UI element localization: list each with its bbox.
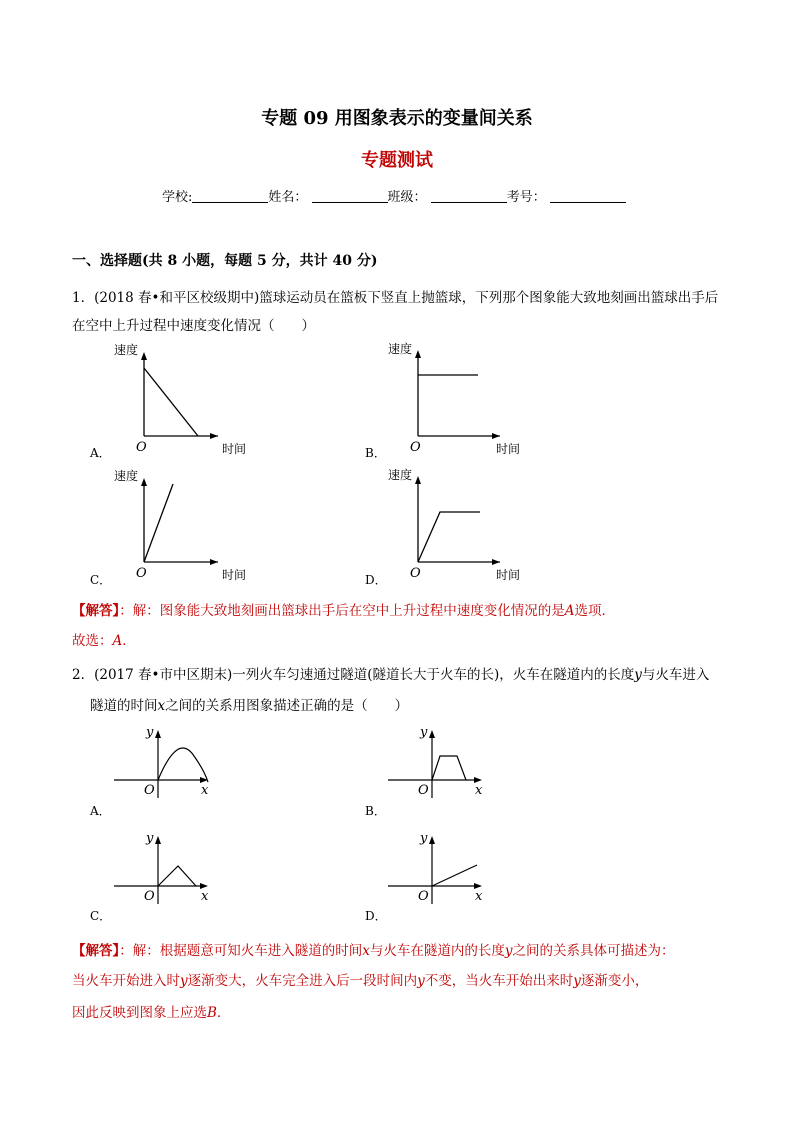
document-title: 专题 09 用图象表示的变量间关系 [261,108,533,129]
exam-no-blank[interactable] [550,188,626,203]
x-axis-label: 时间 [496,442,521,456]
q1-option-a[interactable]: A． [90,446,111,460]
y-axis-arrow [429,730,435,738]
ans3-tail: ． [216,1005,231,1021]
y-axis-label: y [146,831,154,846]
origin-label: O [144,889,155,904]
origin-label: O [136,566,147,581]
ans2-text-a: 当火车开始进入时 [72,973,180,989]
q2-answer-line3 [72,1001,230,1021]
school-label: 学校: [162,190,193,205]
x-axis-label: 时间 [222,568,247,582]
y-axis-arrow [415,350,421,358]
origin-label: O [136,440,147,455]
length-curve [158,748,208,782]
x-axis-arrow [492,559,500,565]
exam-no-label: 考号： [506,190,546,205]
ans1-text-b: 与火车在隧道内的长度 [369,943,505,959]
origin-label: O [144,783,155,798]
ans2-text-c: 不变，当火车开始出来时 [424,973,574,989]
ans3-text: 因此反映到图象上应选 [72,1005,207,1021]
name-blank[interactable] [312,188,388,203]
q2-option-d[interactable]: D． [365,909,387,923]
choice-letter: A [112,633,123,649]
ans3-letter: B [207,1005,217,1021]
y-axis-arrow [415,476,421,484]
q1-graph-b [374,340,544,460]
x-axis-arrow [210,559,218,565]
length-curve [432,756,466,780]
q1-graph-d [374,466,544,586]
speed-curve [144,368,198,436]
ans2-var-y3: y [573,973,581,989]
q2-line1-text: 2．(2017 春•市中区期末)一列火车匀速通过隧道(隧道长大于火车的长)，火车在隧道内的长度 [72,667,635,683]
x-axis-label: x [201,889,209,904]
q2-option-b[interactable]: B． [365,804,386,818]
x-axis-label: x [475,889,483,904]
q2-line2-tail: 之间的关系用图象描述正确的是（ ） [165,698,409,714]
q2-line1 [72,663,709,683]
y-axis-label: 速度 [114,343,139,357]
q2-var-y: y [634,667,642,683]
q2-graph-b [382,720,502,805]
q2-answer-line1 [72,939,675,959]
y-axis-arrow [429,836,435,844]
length-curve [432,865,477,886]
x-axis-arrow [210,433,218,439]
y-axis-label: 速度 [388,342,413,356]
q1-choice [72,629,136,649]
school-blank[interactable] [192,188,268,203]
answer-tag: 【解答】 [72,603,120,619]
y-axis-arrow [155,836,161,844]
ans2-var-y1: y [180,973,188,989]
ans1-text-a: ：解：根据题意可知火车进入隧道的时间 [119,943,363,959]
origin-label: O [410,440,421,455]
x-axis-label: 时间 [222,442,247,456]
q2-option-c[interactable]: C． [90,909,112,923]
x-axis-label: x [201,783,209,798]
q1-graph-a [100,340,270,460]
q1-option-c[interactable]: C． [90,573,112,587]
class-blank[interactable] [431,188,507,203]
q2-graph-a [108,720,228,805]
name-label: 姓名： [268,190,308,205]
y-axis-label: y [146,725,154,740]
q1-option-b[interactable]: B． [365,446,386,460]
y-axis-arrow [141,352,147,360]
document-subtitle: 专题测试 [361,150,433,171]
y-axis-label: 速度 [114,469,139,483]
answer-tag: 【解答】 [72,943,120,959]
length-curve [158,866,196,886]
q1-option-d[interactable]: D． [365,573,387,587]
q2-line1-tail: 与火车进入 [641,667,710,683]
choice-prefix: 故选： [72,633,113,649]
x-axis-arrow [492,433,500,439]
q2-graph-d [382,826,502,911]
q2-option-a[interactable]: A． [90,804,111,818]
origin-label: O [418,889,429,904]
ans1-var-y: y [504,943,513,959]
q2-var-x: x [157,698,166,714]
y-axis-arrow [155,730,161,738]
ans1-text-c: 之间的关系具体可描述为： [512,943,675,959]
student-info-line [162,186,626,205]
speed-curve [418,512,480,562]
choice-tail: ． [122,633,136,649]
q1-answer [72,599,615,619]
q2-answer-line2 [72,969,648,989]
answer-letter: A [564,603,575,619]
y-axis-label: y [420,725,428,740]
y-axis-label: y [420,831,428,846]
y-axis-arrow [141,478,147,486]
q1-graph-c [100,466,270,586]
speed-curve [144,484,173,562]
origin-label: O [410,566,421,581]
q2-line2-text: 隧道的时间 [90,698,158,714]
ans2-text-d: 逐渐变小， [580,973,649,989]
q2-line2 [90,694,408,714]
answer-tail: 选项． [574,603,615,619]
ans2-var-y2: y [417,973,425,989]
ans2-text-b: 逐渐变大，火车完全进入后一段时间内 [187,973,418,989]
y-axis-label: 速度 [388,468,413,482]
ans1-var-x: x [362,943,370,959]
q1-line2: 在空中上升过程中速度变化情况（ ） [72,318,315,334]
x-axis-label: 时间 [496,568,521,582]
q2-graph-c [108,826,228,911]
section-heading: 一、选择题(共 8 小题，每题 5 分，共计 40 分) [72,253,378,269]
q1-line1: 1．(2018 春•和平区校级期中)篮球运动员在篮板下竖直上抛篮球，下列那个图象能大致地刻画出篮球出手后 [72,290,719,306]
x-axis-label: x [475,783,483,798]
class-label: 班级： [387,190,427,205]
answer-text: ：解：图象能大致地刻画出篮球出手后在空中上升过程中速度变化情况的是 [119,603,565,619]
origin-label: O [418,783,429,798]
